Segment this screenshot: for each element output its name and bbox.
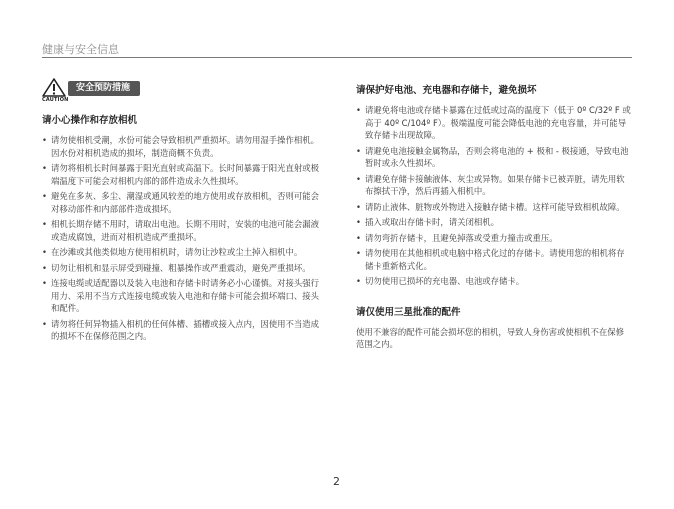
caution-badge: 安全预防措施 <box>68 81 140 96</box>
list-item: • 请防止液体、脏物或外物进入接触存储卡槽。这样可能导致相机故障。 <box>356 201 631 214</box>
battery-list <box>356 104 631 288</box>
accessories-text: 使用不兼容的配件可能会损坏您的相机，导致人身伤害或使相机不在保修范围之内。 <box>356 326 624 349</box>
list-item: • 请避免将电池或存储卡暴露在过低或过高的温度下（低于 0º C/32º F 或高于 40º C/104º F）。极端温度可能会降低电池的充电容量，并可能导致存储卡出现故障。 <box>356 104 631 142</box>
list-item: • 请勿弯折存储卡，且避免掉落或受重力撞击或重压。 <box>356 232 631 245</box>
list-item: • 插入或取出存储卡时，请关闭相机。 <box>356 216 631 229</box>
warning-icon <box>42 78 66 97</box>
list-item: • 切勿使用已损坏的充电器、电池或存储卡。 <box>356 275 631 288</box>
caution-banner <box>42 78 162 106</box>
list-item: • 切勿让相机和显示屏受到碰撞、粗暴操作或严重震动，避免严重损坏。 <box>42 262 322 275</box>
section-title: 健康与安全信息 <box>42 43 119 56</box>
list-item: • 请避免存储卡接触液体、灰尘或异物。如果存储卡已被弄脏，请先用软布擦拭干净，然后再插入相机中。 <box>356 173 631 198</box>
caution-label: CAUTION <box>42 97 69 103</box>
list-item: • 在沙滩或其他类似地方使用相机时，请勿让沙粒或尘土掉入相机中。 <box>42 246 322 259</box>
list-item: • 请避免电池接触金属物品，否则会将电池的 + 极和 - 极接通，导致电池暂时或永久性损坏。 <box>356 145 631 170</box>
list-item: • 连接电缆或适配器以及装入电池和存储卡时请务必小心谨慎。对接头强行用力、采用不当方式连接电缆或装入电池和存储卡可能会损坏端口、接头和配件。 <box>42 277 322 315</box>
page-number: 2 <box>333 475 340 488</box>
list-item: • 请勿将相机长时间暴露于阳光直射或高温下。长时间暴露于阳光直射或极端温度下可能会对相机内部的部件造成永久性损坏。 <box>42 162 322 187</box>
battery-heading: 请保护好电池、充电器和存储卡，避免损坏 <box>356 85 537 96</box>
list-item: • 避免在多灰、多尘、潮湿或通风较差的地方使用或存放相机，否则可能会对移动部件和内部部件造成损坏。 <box>42 190 322 215</box>
header-divider <box>42 57 632 58</box>
handling-list <box>42 134 322 343</box>
right-column <box>356 82 631 351</box>
handling-heading: 请小心操作和存放相机 <box>42 115 138 126</box>
accessories-heading: 请仅使用三星批准的配件 <box>356 306 461 318</box>
left-column <box>42 112 322 346</box>
list-item: • 请勿使相机受潮，水份可能会导致相机严重损坏。请勿用湿手操作相机。因水份对相机造成的损坏，制造商概不负责。 <box>42 134 322 159</box>
list-item: • 相机长期存储不用时，请取出电池。长期不用时，安装的电池可能会漏液或造成腐蚀，进而对相机造成严重损坏。 <box>42 218 322 243</box>
list-item: • 请勿使用在其他相机或电脑中格式化过的存储卡。请使用您的相机将存储卡重新格式化。 <box>356 247 631 272</box>
accessories-section <box>356 304 631 351</box>
list-item: • 请勿将任何异物插入相机的任何体槽、插槽或接入点内，因使用不当造成的损坏不在保修范围之内。 <box>42 318 322 343</box>
